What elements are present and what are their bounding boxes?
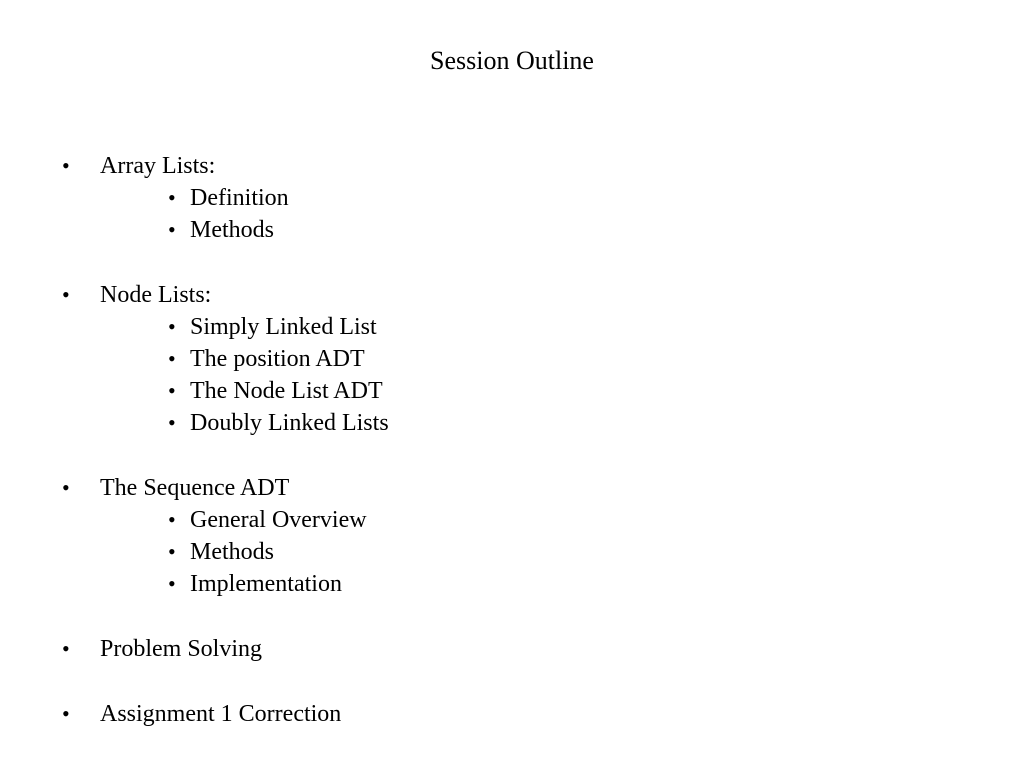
sub-item bbox=[0, 568, 1024, 600]
bullet-icon: • bbox=[62, 701, 70, 726]
outline-item-label: Node Lists: bbox=[100, 282, 212, 308]
slide-title: Session Outline bbox=[430, 46, 594, 75]
sub-item-label: The position ADT bbox=[190, 346, 365, 372]
sub-item bbox=[0, 375, 1024, 407]
outline-item bbox=[0, 698, 1024, 730]
sub-item bbox=[0, 182, 1024, 214]
outline-item bbox=[0, 633, 1024, 665]
outline-section bbox=[0, 472, 1024, 600]
sub-item bbox=[0, 407, 1024, 439]
outline-item-label: Assignment 1 Correction bbox=[100, 701, 342, 727]
outline-item-label: Problem Solving bbox=[100, 636, 263, 662]
outline-section bbox=[0, 150, 1024, 246]
sub-item bbox=[0, 504, 1024, 536]
bullet-icon: • bbox=[168, 571, 176, 596]
sub-item-label: Doubly Linked Lists bbox=[190, 410, 389, 436]
bullet-icon: • bbox=[168, 314, 176, 339]
sub-item-label: Methods bbox=[190, 217, 274, 243]
outline-item bbox=[0, 279, 1024, 311]
outline-item bbox=[0, 150, 1024, 182]
sub-item-label: Implementation bbox=[190, 571, 342, 597]
sub-item bbox=[0, 536, 1024, 568]
outline-item-label: Array Lists: bbox=[100, 153, 216, 179]
bullet-icon: • bbox=[62, 636, 70, 661]
sub-item bbox=[0, 311, 1024, 343]
bullet-icon: • bbox=[62, 282, 70, 307]
bullet-icon: • bbox=[168, 507, 176, 532]
sub-list bbox=[0, 504, 1024, 600]
outline-section bbox=[0, 698, 1024, 730]
sub-list bbox=[0, 182, 1024, 246]
outline-item bbox=[0, 472, 1024, 504]
sub-item-label: Methods bbox=[190, 539, 274, 565]
bullet-icon: • bbox=[168, 539, 176, 564]
bullet-icon: • bbox=[168, 217, 176, 242]
outline-section bbox=[0, 633, 1024, 665]
sub-item-label: The Node List ADT bbox=[190, 378, 383, 404]
bullet-icon: • bbox=[168, 185, 176, 210]
outline-item-label: The Sequence ADT bbox=[100, 475, 290, 501]
outline-section bbox=[0, 279, 1024, 439]
bullet-icon: • bbox=[168, 410, 176, 435]
bullet-icon: • bbox=[168, 346, 176, 371]
bullet-icon: • bbox=[62, 153, 70, 178]
sub-item bbox=[0, 214, 1024, 246]
sub-item bbox=[0, 343, 1024, 375]
outline-list bbox=[0, 150, 1024, 763]
sub-item-label: Definition bbox=[190, 185, 289, 211]
sub-item-label: Simply Linked List bbox=[190, 314, 377, 340]
bullet-icon: • bbox=[62, 475, 70, 500]
bullet-icon: • bbox=[168, 378, 176, 403]
sub-item-label: General Overview bbox=[190, 507, 367, 533]
sub-list bbox=[0, 311, 1024, 439]
